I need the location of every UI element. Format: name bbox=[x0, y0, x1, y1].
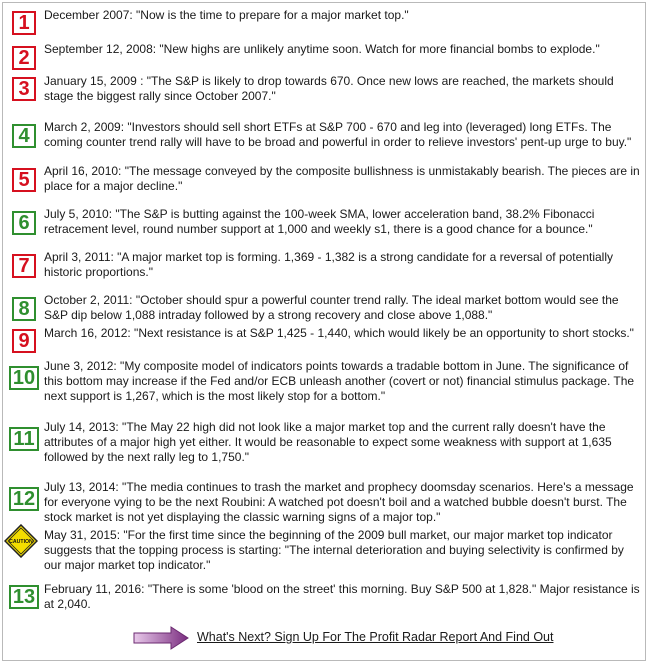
prediction-text: April 3, 2011: "A major market top is forming. 1,369 - 1,382 is a strong candidate for a reversal of potentially historic proportions." bbox=[44, 250, 613, 279]
prediction-text: September 12, 2008: "New highs are unlikely anytime soon. Watch for more financial bombs to explode." bbox=[44, 42, 600, 56]
number-badge: 9 bbox=[12, 329, 36, 353]
prediction-text: March 16, 2012: "Next resistance is at S&P 1,425 - 1,440, which would likely be an opportunity to short stocks." bbox=[44, 326, 634, 340]
number-badge: 1 bbox=[12, 11, 36, 35]
prediction-text: October 2, 2011: "October should spur a powerful counter trend rally. The ideal market bottom would see the S&P dip below 1,088 intraday followed by a strong recovery and close above 1,088." bbox=[44, 293, 619, 322]
number-badge: 8 bbox=[12, 297, 36, 321]
number-badge: 11 bbox=[9, 427, 39, 451]
caution-label: CAUTION bbox=[9, 539, 33, 545]
prediction-text: July 14, 2013: "The May 22 high did not look like a major market top and the current rally doesn't have the attributes of a major high yet either. It would be reasonable to expect some weakness with support at 1,635 followed by the next rally leg to 1,750." bbox=[44, 420, 612, 464]
number-badge: 12 bbox=[9, 487, 39, 511]
number-badge: 5 bbox=[12, 168, 36, 192]
call-to-action bbox=[0, 626, 650, 650]
prediction-text: April 16, 2010: "The message conveyed by the composite bullishness is unmistakably bearish. The pieces are in place for a major decline." bbox=[44, 164, 640, 193]
prediction-text: May 31, 2015: "For the first time since the beginning of the 2009 bull market, our major market top indicator suggests that the topping process is starting: "The internal deterioration and buying selectivity is confirmed by our major market top indicator." bbox=[44, 528, 624, 572]
prediction-text: June 3, 2012: "My composite model of indicators points towards a tradable bottom in June. The significance of this bottom may increase if the Fed and/or ECB unleash another (covert or not) financial stimulus package. The next support is 1,267, which is the most likely stop for a bottom." bbox=[44, 359, 635, 403]
prediction-text: February 11, 2016: "There is some 'blood on the street' this morning. Buy S&P 500 at 1,828." Major resistance is at 2,040. bbox=[44, 582, 640, 611]
number-badge: 3 bbox=[12, 77, 36, 101]
number-badge: 13 bbox=[9, 585, 39, 609]
prediction-text: July 13, 2014: "The media continues to trash the market and prophecy doomsday scenarios. Here's a message for everyone vying to be the next Roubini: A watched pot doesn't boil and a watched bubble doesn't burst. The stock market is not yet displaying the classic warning signs of a major top." bbox=[44, 480, 634, 524]
prediction-text: January 15, 2009 : "The S&P is likely to drop towards 670. Once new lows are reached, the markets should stage the biggest rally since October 2007." bbox=[44, 74, 614, 103]
signup-link[interactable]: What's Next? Sign Up For The Profit Radar Report And Find Out bbox=[197, 630, 554, 644]
number-badge: 2 bbox=[12, 46, 36, 70]
prediction-text: March 2, 2009: "Investors should sell short ETFs at S&P 700 - 670 and leg into (leveraged) long ETFs. The coming counter trend rally will have to be broad and powerful in order to relieve investors' pent-up urge to buy." bbox=[44, 120, 632, 149]
number-badge: 6 bbox=[12, 211, 36, 235]
number-badge: 7 bbox=[12, 254, 36, 278]
prediction-text: December 2007: "Now is the time to prepare for a major market top." bbox=[44, 8, 409, 22]
number-badge: 10 bbox=[9, 366, 39, 390]
caution-sign-icon bbox=[4, 524, 38, 558]
arrow-right-icon bbox=[133, 626, 189, 650]
prediction-text: July 5, 2010: "The S&P is butting against the 100-week SMA, lower acceleration band, 38.2% Fibonacci retracement level, round number support at 1,000 and weekly s1, there is a good chance for a bounce." bbox=[44, 207, 595, 236]
number-badge: 4 bbox=[12, 124, 36, 148]
